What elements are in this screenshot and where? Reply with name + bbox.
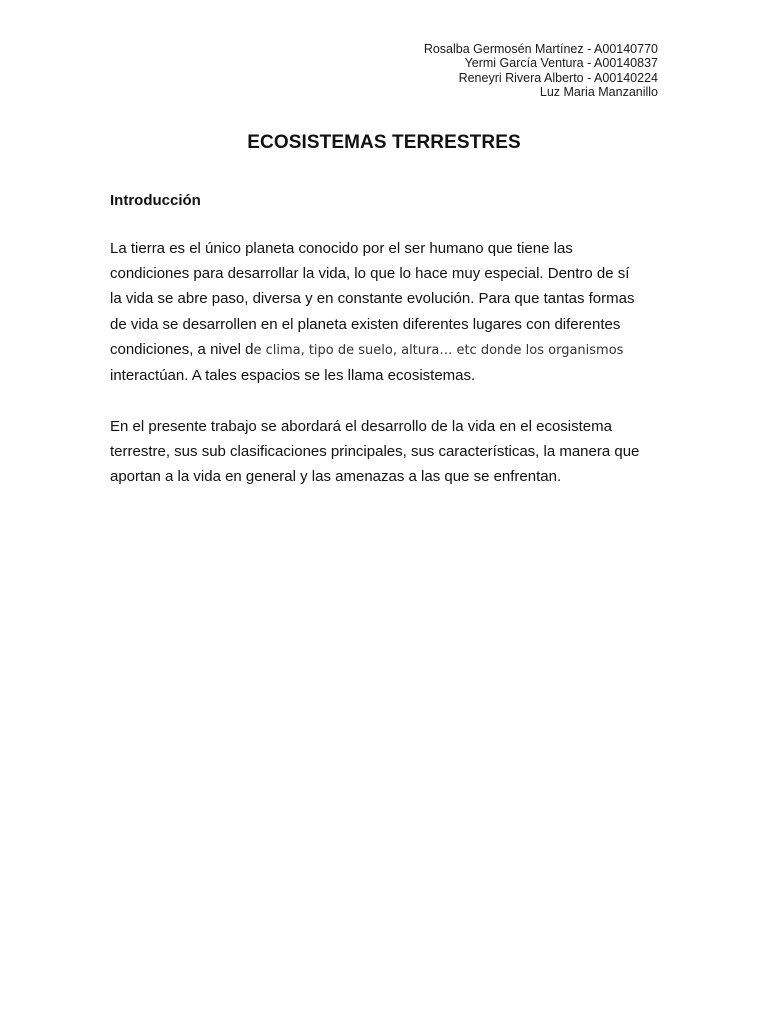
author-line: Luz Maria Manzanillo (539, 84, 658, 99)
section-heading: Introducción (110, 192, 201, 209)
paragraph-line: condiciones para desarrollar la vida, lo que lo hace muy especial. Dentro de sí (110, 265, 630, 283)
paragraph-line: terrestre, sus sub clasificaciones principales, sus características, la manera que (110, 443, 640, 461)
intro-paragraph-2 (110, 414, 670, 490)
paragraph-line: La tierra es el único planeta conocido por el ser humano que tiene las (110, 240, 573, 257)
paragraph-text: condiciones, a nivel d (110, 340, 254, 358)
paragraph-line (110, 337, 670, 363)
author-line: Rosalba Germosén Martínez - A00140770 (423, 42, 658, 56)
paragraph-line: la vida se abre paso, diversa y en constante evolución. Para que tantas formas (110, 290, 635, 308)
paragraph-line: de vida se desarrollen en el planeta existen diferentes lugares con diferentes (110, 315, 621, 333)
paragraph-line: En el presente trabajo se abordará el desarrollo de la vida en el ecosistema (110, 418, 612, 435)
paragraph-line: interactúan. A tales espacios se les llama ecosistemas. (110, 367, 476, 385)
author-list (424, 42, 658, 99)
author-line: Yermi García Ventura - A00140837 (464, 56, 658, 71)
paragraph-line: aportan a la vida en general y las amenazas a las que se enfrentan. (110, 468, 562, 486)
intro-paragraph-1 (110, 236, 670, 388)
document-title: ECOSISTEMAS TERRESTRES (247, 132, 521, 153)
author-line: Reneyri Rivera Alberto - A00140224 (458, 70, 658, 85)
paragraph-text-alt-font: e clima, tipo de suelo, altura… etc donde los organismos (253, 342, 624, 358)
